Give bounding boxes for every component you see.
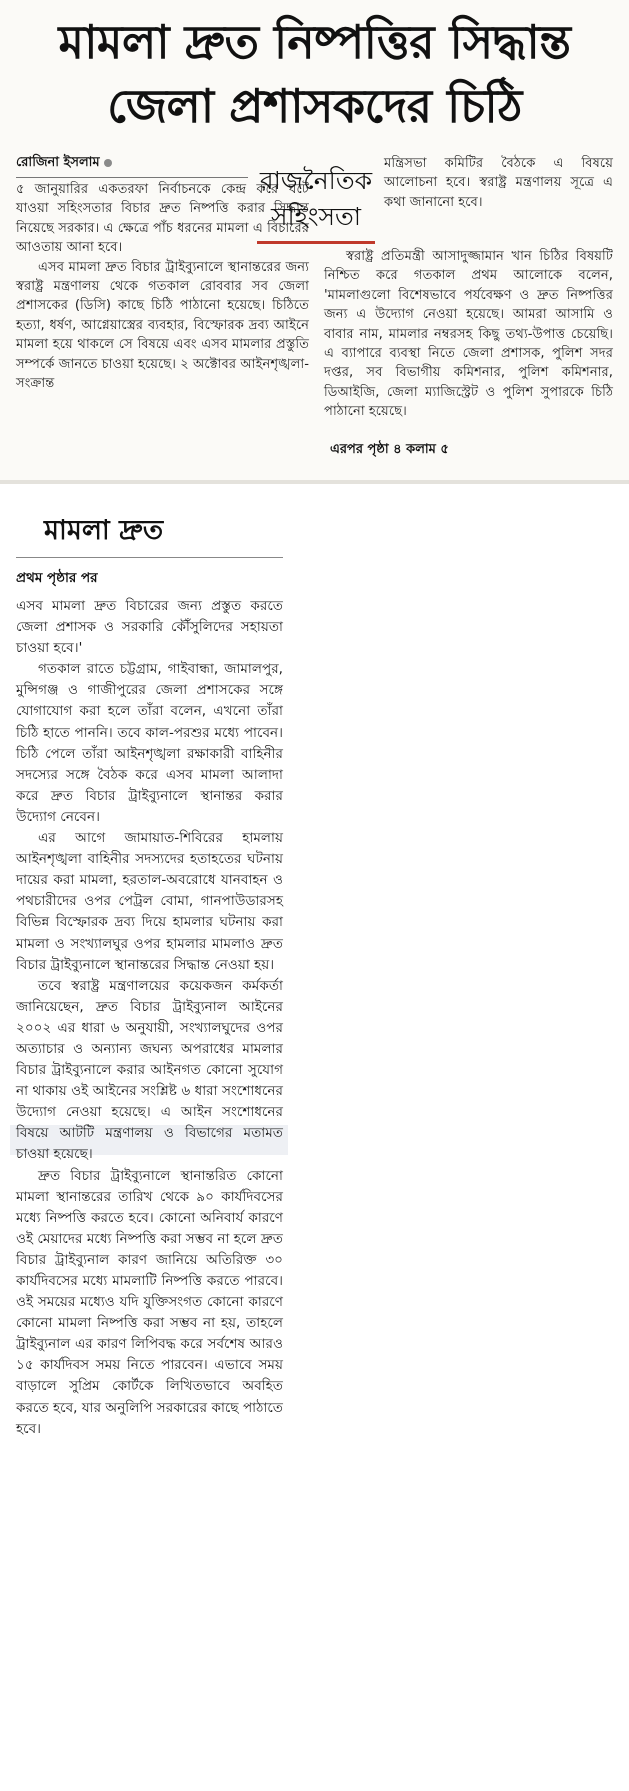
intro-left-paragraph-1: ৫ জানুয়ারির একতরফা নির্বাচনকে কেন্দ্র করে ঘটে যাওয়া সহিংসতার বিচার দ্রুত নিষ্পত্তি করার সিদ্ধান্ত নিয়েছে সরকার। এ ক্ষেত্রে পাঁচ ধরনের মামলা এ বিচারের আওতায় আনা হবে। [16, 182, 309, 256]
byline-dot-icon [104, 159, 112, 167]
continuation-paragraph-2: গতকাল রাতে চট্টগ্রাম, গাইবান্ধা, জামালপুর, মুন্সিগঞ্জ ও গাজীপুরের জেলা প্রশাসকের সঙ্গে যোগাযোগ করা হলে তাঁরা বলেন, এখনো তাঁরা চিঠি হাতে পাননি। তবে কাল-পরশুর মধ্যে পাবেন। চিঠি পেলে তাঁরা আইনশৃঙ্খলা রক্ষাকারী বাহিনীর সদস্যের সঙ্গে বৈঠক করে এসব মামলা আলাদা করে দ্রুত বিচার ট্রাইব্যুনালে স্থানান্তর করার উদ্যোগ নেবেন। [16, 661, 283, 825]
continuation-paragraph-3: এর আগে জামায়াত-শিবিরের হামলায় আইনশৃঙ্খলা বাহিনীর সদস্যদের হতাহতের ঘটনায় দায়ের করা মামলা, হরতাল-অবরোধে যানবাহন ও পথচারীদের ওপর পেট্রল বোমা, গানপাউডারসহ বিভিন্ন বিস্ফোরক দ্রব্য দিয়ে হামলার ঘটনায় করা মামলা ও সংখ্যালঘুর ওপর হামলার মামলাও দ্রুত বিচার ট্রাইব্যুনালে স্থানান্তরের সিদ্ধান্ত নেওয়া হয়। [16, 830, 283, 973]
continued-note: এরপর পৃষ্ঠা ৪ কলাম ৫ [330, 442, 449, 457]
intro-right-paragraph-1: স্বরাষ্ট্র প্রতিমন্ত্রী আসাদুজ্জামান খান চিঠির বিষয়টি নিশ্চিত করে গতকাল প্রথম আলোকে বলেন, 'মামলাগুলো বিশেষভাবে পর্যবেক্ষণ ও দ্রুত নিষ্পত্তির জন্য এ উদ্যোগ নেওয়া হয়েছে। আমরা আসামি ও বাবার নাম, মামলার নম্বরসহ কিছু তথ্য-উপাত্ত চেয়েছি। এ ব্যাপারে ব্যবস্থা নিতে জেলা প্রশাসক, পুলিশ সদর দপ্তর, সব বিভাগীয় কমিশনার, পুলিশ কমিশনার, ডিআইজি, জেলা ম্যাজিস্ট্রেট ও পুলিশ সুপারকে চিঠি পাঠানো হয়েছে। [324, 249, 613, 420]
headline-line-2: জেলা প্রশাসকদের চিঠি [107, 79, 522, 133]
intro-column-right [324, 247, 613, 422]
intro-column-right-top [384, 154, 613, 212]
continuation-heading-rule [16, 557, 283, 558]
section-tag [254, 162, 378, 252]
continuation-heading: মামলা দ্রুত [44, 515, 164, 546]
headline-line-1: মামলা দ্রুত নিষ্পত্তির সিদ্ধান্ত [58, 15, 571, 69]
continuation-body [16, 596, 283, 1440]
byline-rule [16, 177, 248, 178]
continuation-subheading: প্রথম পৃষ্ঠার পর [16, 570, 98, 586]
continuation-paragraph-4: তবে স্বরাষ্ট্র মন্ত্রণালয়ের কয়েকজন কর্মকর্তা জানিয়েছেন, দ্রুত বিচার ট্রাইব্যুনাল আইনের ২০০২ এর ধারা ৬ অনুযায়ী, সংখ্যালঘুদের ওপর অত্যাচার ও অন্যান্য জঘন্য অপরাধের মামলার বিচার ট্রাইব্যুনালে করার আইনগত কোনো সুযোগ না থাকায় ওই আইনের সংশ্লিষ্ট ৬ ধারা সংশোধনের উদ্যোগ নেওয়া হয়েছে। এ আইন সংশোধনের বিষয়ে আটটি মন্ত্রণালয় ও বিভাগের মতামত চাওয়া হয়েছে। [16, 977, 283, 1163]
intro-right-top-paragraph: মন্ত্রিসভা কমিটির বৈঠকে এ বিষয়ে আলোচনা হবে। স্বরাষ্ট্র মন্ত্রণালয় সূত্রে এ কথা জানানো হবে। [384, 156, 613, 210]
intro-left-paragraph-2: এসব মামলা দ্রুত বিচার ট্রাইব্যুনালে স্থানান্তরের জন্য স্বরাষ্ট্র মন্ত্রণালয় থেকে গতকাল রোববার সব জেলা প্রশাসকের (ডিসি) কাছে চিঠি পাঠানো হয়েছে। চিঠিতে হত্যা, ধর্ষণ, আগ্নেয়াস্ত্রের ব্যবহার, বিস্ফোরক দ্রব্য আইনে মামলা হয়ে থাকলে সে বিষয়ে এবং এসব মামলার প্রস্তুতি সম্পর্কে জানতে চাওয়া হয়েছে। ২ অক্টোবর আইনশৃঙ্খলা-সংক্রান্ত [16, 259, 310, 392]
continuation-clipping [0, 484, 629, 1791]
section-tag-line-2: সহিংসতা [270, 202, 362, 231]
section-tag-underline [257, 241, 375, 244]
section-tag-line-1: রাজনৈতিক [259, 166, 373, 195]
byline [16, 154, 251, 172]
byline-author: রোজিনা ইসলাম [16, 155, 100, 170]
continuation-paragraph-1: এসব মামলা দ্রুত বিচারের জন্য প্রস্তুত করতে জেলা প্রশাসক ও সরকারি কৌঁসুলিদের সহায়তা চাওয়া হবে।' [16, 598, 283, 657]
continuation-paragraph-5: দ্রুত বিচার ট্রাইব্যুনালে স্থানান্তরিত কোনো মামলা স্থানান্তরের তারিখ থেকে ৯০ কার্যদিবসের মধ্যে নিষ্পত্তি করতে হবে। কোনো অনিবার্য কারণে ওই মেয়াদের মধ্যে নিষ্পত্তি করা সম্ভব না হলে দ্রুত বিচার ট্রাইব্যুনাল কারণ জানিয়ে অতিরিক্ত ৩০ কার্যদিবসের মধ্যে মামলাটি নিষ্পত্তি করতে পারবে। ওই সময়ের মধ্যেও যদি যুক্তিসংগত কোনো কারণে কোনো মামলা নিষ্পত্তি করা সম্ভব না হয়, তাহলে ট্রাইব্যুনাল এর কারণ লিপিবদ্ধ করে সর্বশেষ আরও ১৫ কার্যদিবস সময় নিতে পারবেন। এভাবে সময় বাড়ালে সুপ্রিম কোর্টকে লিখিতভাবে অবহিত করতে হবে, যার অনুলিপি সরকারের কাছে পাঠাতে হবে। [16, 1167, 283, 1437]
front-page-clipping [0, 0, 629, 480]
